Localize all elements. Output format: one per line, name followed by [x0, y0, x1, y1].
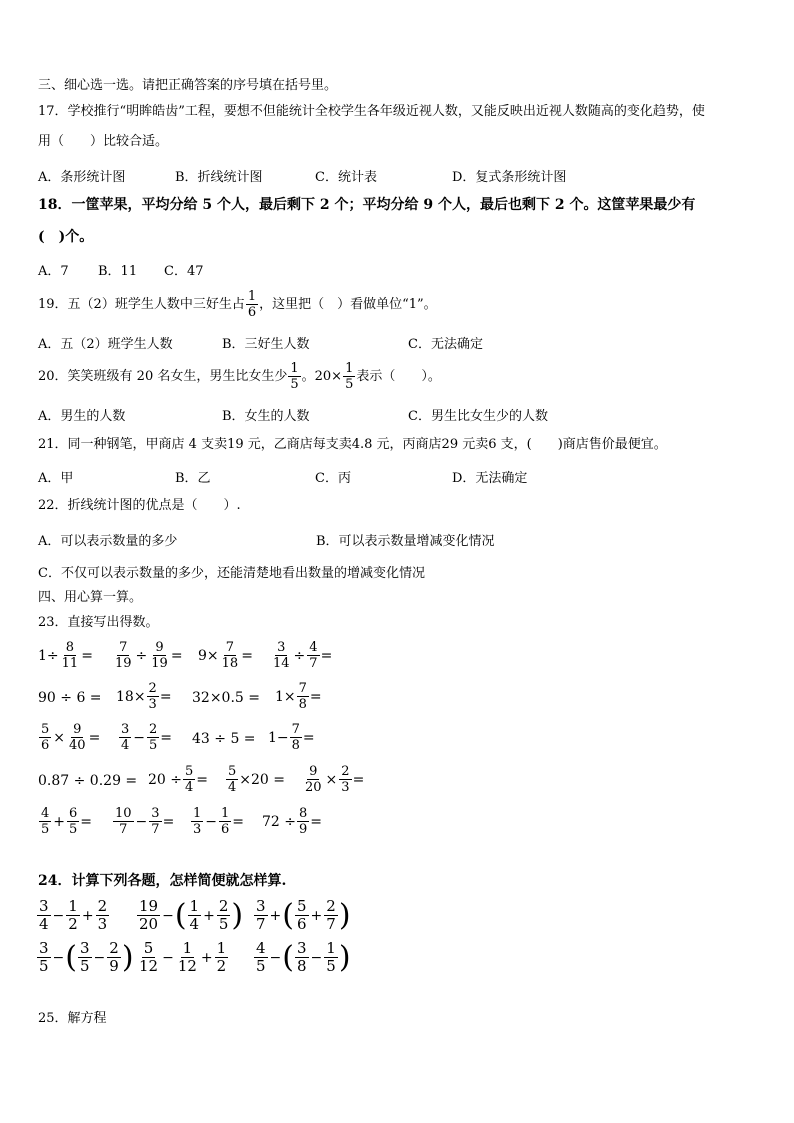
q17-option-a: A．条形统计图 — [38, 170, 126, 185]
q23-r5-e2: $\frac{10}{7}$ − $\frac{3}{7}$ = — [115, 806, 175, 837]
q23-r2-e1: 90 ÷ 6 = — [38, 690, 102, 706]
q22-line: 22．折线统计图的优点是（ ）. — [38, 498, 241, 513]
q18-option-b: B．11 — [98, 264, 138, 279]
q23-r5-e1: $\frac{4}{5}$ + $\frac{6}{5}$ = — [41, 806, 93, 837]
q17-option-d: D．复式条形统计图 — [452, 170, 567, 185]
q20-line: 20．笑笑班级有 20 名女生，男生比女生少 $\frac{1}{5}$ 。20× $\frac{1}{5}$ 表示（ ）。 — [38, 361, 441, 392]
q21-line: 21．同一种钢笔，甲商店 4 支卖19 元，乙商店每支卖4.8 元，丙商店29 元卖6 支，( )商店售价最便宜。 — [38, 437, 667, 452]
q17-option-c: C．统计表 — [315, 170, 377, 185]
q17-line2: 用（ ）比较合适。 — [38, 134, 169, 149]
q19-option-b: B．三好生人数 — [222, 337, 310, 352]
q23-r5-e4: 72 ÷ $\frac{8}{9}$ = — [262, 806, 323, 837]
q17-line1: 17．学校推行“明眸皓齿”工程，要想不但能统计全校学生各年级近视人数，又能反映出近视人数随高的变化趋势，使 — [38, 104, 705, 119]
q19-option-a: A．五（2）班学生人数 — [38, 337, 173, 352]
q21-option-c: C．丙 — [315, 471, 351, 486]
q23-r1-e3: 9× $\frac{7}{18}$ = — [198, 640, 253, 671]
q23-r5-e3: $\frac{1}{3}$ − $\frac{1}{6}$ = — [193, 806, 245, 837]
q21-option-b: B．乙 — [175, 471, 211, 486]
q23-title: 23．直接写出得数。 — [38, 615, 159, 630]
q23-r4-e4: $\frac{9}{20}$ × $\frac{2}{3}$ = — [305, 764, 365, 795]
q24-expr-f: $\frac{4}{5}$ − ( $\frac{3}{8}$ − $\frac{1}{5}$ ) — [256, 939, 351, 975]
q23-r3-e1: $\frac{5}{6}$ × $\frac{9}{40}$ = — [41, 722, 101, 753]
q23-r1-e4: $\frac{3}{14}$ ÷ $\frac{4}{7}$ = — [273, 640, 333, 671]
q25-title: 25．解方程 — [38, 1011, 107, 1026]
q20-option-c: C．男生比女生少的人数 — [408, 409, 548, 424]
q18-line1: 18．一筐苹果，平均分给 5 个人，最后剩下 2 个；平均分给 9 个人，最后也剩下 2 个。这筐苹果最少有 — [38, 197, 696, 213]
q23-r2-e4: 1× $\frac{7}{8}$ = — [275, 681, 322, 712]
q23-r1-e2: $\frac{7}{19}$ ÷ $\frac{9}{19}$ = — [115, 640, 183, 671]
q20-option-a: A．男生的人数 — [38, 409, 126, 424]
q23-r2-e2: 18× $\frac{2}{3}$ = — [116, 681, 172, 712]
q20-option-b: B．女生的人数 — [222, 409, 310, 424]
section4-title: 四、用心算一算。 — [38, 590, 143, 605]
q24-title: 24．计算下列各题，怎样简便就怎样算. — [38, 873, 287, 889]
q24-expr-d: $\frac{3}{5}$ − ( $\frac{3}{5}$ − $\frac{2}{9}$ ) — [39, 939, 134, 975]
q23-r4-e1: 0.87 ÷ 0.29 = — [38, 773, 138, 789]
q23-r4-e3: $\frac{5}{4}$ ×20 = — [228, 764, 286, 795]
q24-expr-e: $\frac{5}{12}$ − $\frac{1}{12}$ + $\frac{1}{2}$ — [139, 939, 227, 975]
q23-r3-e3: 43 ÷ 5 = — [192, 731, 256, 747]
q23-r2-e3: 32×0.5 = — [192, 690, 260, 706]
q19-option-c: C．无法确定 — [408, 337, 483, 352]
q22-option-b: B．可以表示数量增减变化情况 — [316, 534, 495, 549]
q22-option-c: C．不仅可以表示数量的多少，还能清楚地看出数量的增减变化情况 — [38, 566, 425, 581]
q23-r3-e2: $\frac{3}{4}$ − $\frac{2}{5}$ = — [121, 722, 173, 753]
q23-r1-e1: 1÷ $\frac{8}{11}$ = — [38, 640, 93, 671]
q24-expr-a: $\frac{3}{4}$ − $\frac{1}{2}$ + $\frac{2}{3}$ — [39, 897, 108, 933]
q18-line2: ( )个。 — [38, 229, 94, 245]
q19-line: 19．五（2）班学生人数中三好生占 $\frac{1}{6}$ ，这里把（ ）看做单位“1”。 — [38, 289, 437, 320]
q24-expr-c: $\frac{3}{7}$ + ( $\frac{5}{6}$ + $\frac{2}{7}$ ) — [256, 897, 351, 933]
q23-r3-e4: 1− $\frac{7}{8}$ = — [268, 722, 315, 753]
q17-option-b: B．折线统计图 — [175, 170, 263, 185]
q21-option-d: D．无法确定 — [452, 471, 528, 486]
q22-option-a: A．可以表示数量的多少 — [38, 534, 178, 549]
q18-option-c: C．47 — [164, 264, 204, 279]
q23-r4-e2: 20 ÷ $\frac{5}{4}$ = — [148, 764, 209, 795]
q21-option-a: A．甲 — [38, 471, 74, 486]
q24-expr-b: $\frac{19}{20}$ − ( $\frac{1}{4}$ + $\frac{2}{5}$ ) — [139, 897, 244, 933]
q18-option-a: A．7 — [38, 264, 69, 279]
section3-title: 三、细心选一选。请把正确答案的序号填在括号里。 — [38, 78, 338, 93]
